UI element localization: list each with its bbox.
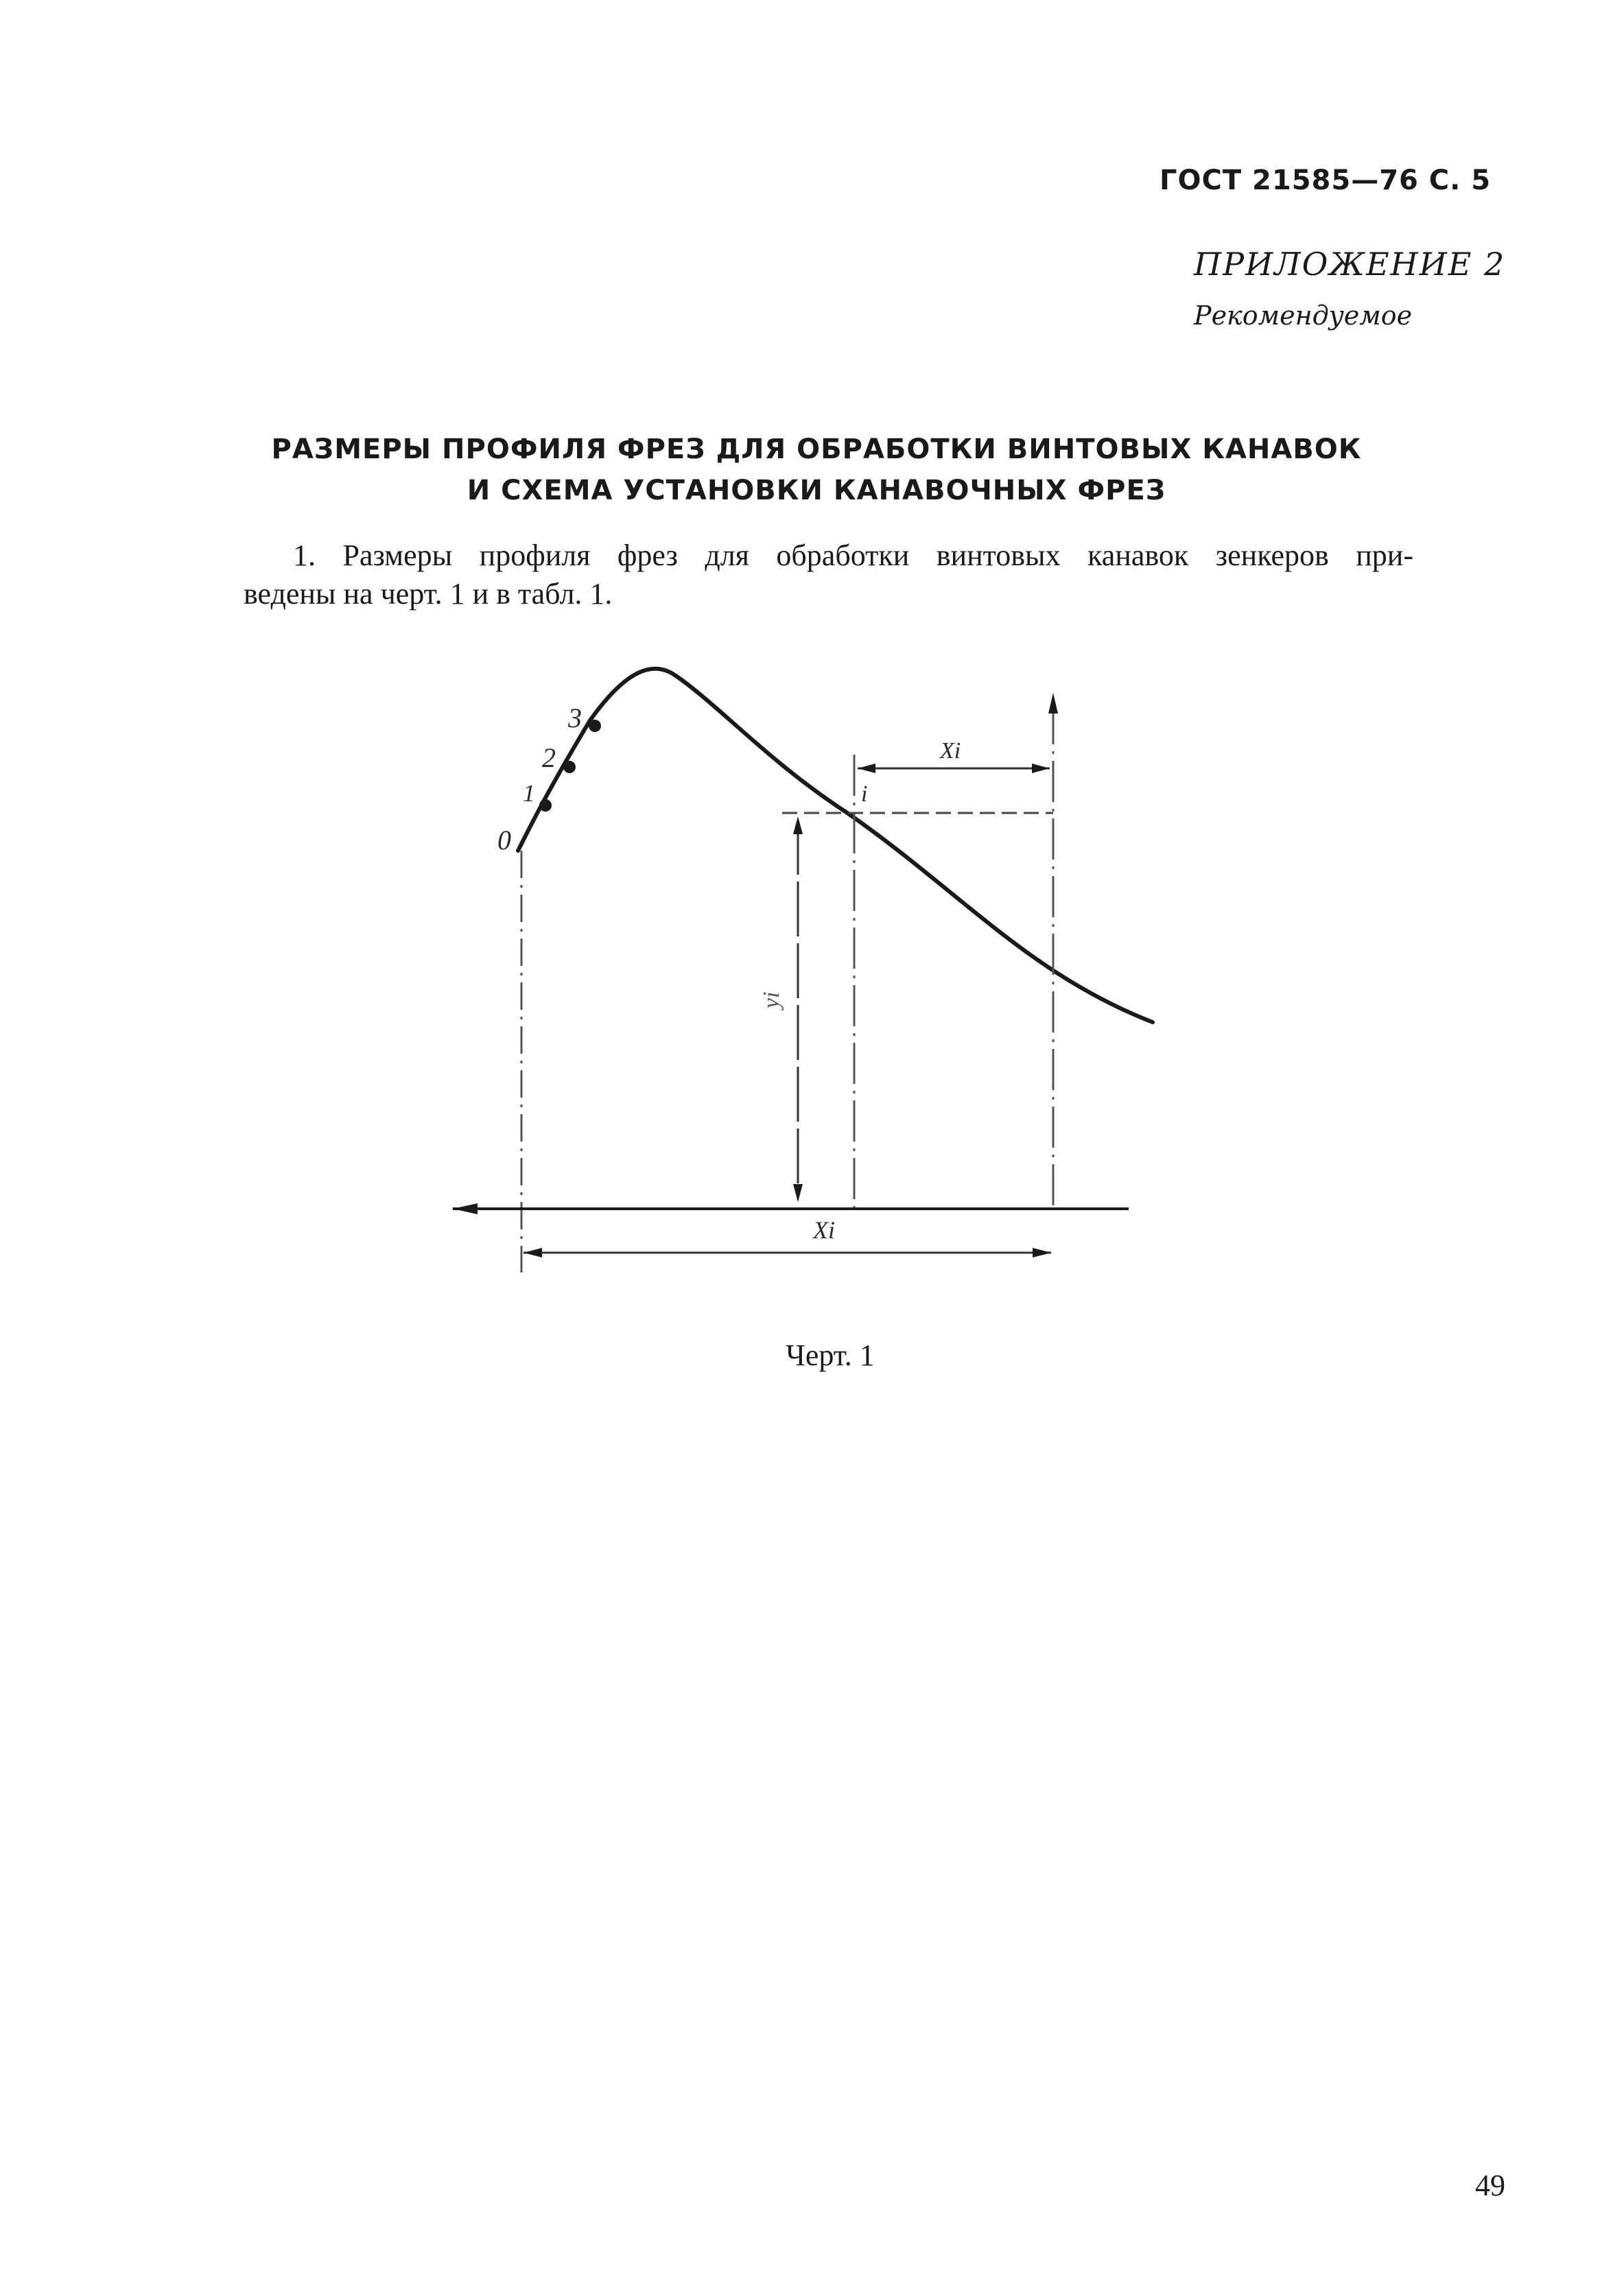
document-header: ГОСТ 21585—76 С. 5 bbox=[1160, 165, 1492, 196]
point-label-3: 3 bbox=[568, 702, 582, 733]
top-arrowhead bbox=[1048, 693, 1058, 713]
section-title-line-1: РАЗМЕРЫ ПРОФИЛЯ ФРЕЗ ДЛЯ ОБРАБОТКИ ВИНТОВЫХ КАНАВОК bbox=[271, 434, 1362, 465]
appendix-label: ПРИЛОЖЕНИЕ 2 bbox=[1194, 246, 1506, 283]
recommended-label: Рекомендуемое bbox=[1194, 300, 1413, 331]
page-number: 49 bbox=[1475, 2169, 1505, 2202]
axis-arrowhead bbox=[453, 1203, 478, 1214]
figure-caption: Черт. 1 bbox=[786, 1338, 875, 1372]
xi-top-label: Xi bbox=[940, 738, 961, 764]
point-i-label: i bbox=[861, 781, 868, 807]
section-title-line-2: И СХЕМА УСТАНОВКИ КАНАВОЧНЫХ ФРЕЗ bbox=[467, 475, 1166, 506]
cutter-profile-drawing bbox=[425, 645, 1180, 1276]
point-label-0: 0 bbox=[497, 825, 511, 855]
paragraph-line-2: ведены на черт. 1 и в табл. 1. bbox=[244, 577, 613, 611]
body-paragraph bbox=[244, 536, 1413, 613]
xi-bottom-label: Xi bbox=[813, 1216, 835, 1244]
profile-curve bbox=[518, 669, 1153, 1022]
paragraph-line-1: 1. Размеры профиля фрез для обработки винтовых канавок зенкеров при- bbox=[293, 539, 1413, 572]
profile-point-3 bbox=[589, 720, 601, 732]
yi-label: yi bbox=[759, 991, 784, 1008]
profile-point-1 bbox=[539, 799, 552, 812]
point-label-1: 1 bbox=[523, 779, 535, 807]
profile-point-2 bbox=[563, 761, 576, 773]
point-label-2: 2 bbox=[542, 742, 556, 773]
